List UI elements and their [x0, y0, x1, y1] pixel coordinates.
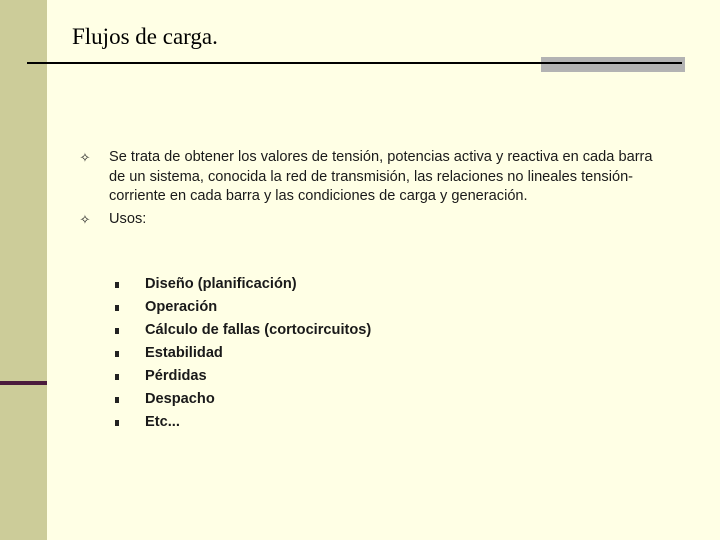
left-band-accent-line — [0, 381, 47, 385]
square-bullet-icon — [115, 397, 119, 403]
left-decorative-band — [0, 0, 47, 540]
square-bullet-icon — [115, 305, 119, 311]
uses-list-item — [113, 297, 371, 320]
main-bullet-text: Usos: — [109, 210, 147, 227]
uses-sub-list — [113, 274, 371, 435]
uses-list-item — [113, 389, 371, 412]
main-bullet-text: Se trata de obtener los valores de tensión, potencias activa y reactiva en cada barra de un sistema, conocida la red de transmisión, las relaciones no lineales tensión-corriente en cada barra y las condiciones de carga y generación. — [109, 149, 653, 204]
title-underline-rule-overlay — [541, 62, 682, 64]
square-bullet-icon — [115, 282, 119, 288]
uses-item-text: Estabilidad — [145, 345, 223, 361]
main-bullet-item — [78, 210, 668, 230]
uses-item-text: Diseño (planificación) — [145, 276, 297, 292]
uses-item-text: Operación — [145, 299, 218, 315]
uses-item-text: Pérdidas — [145, 368, 207, 384]
uses-list-item — [113, 343, 371, 366]
uses-list-item — [113, 412, 371, 435]
main-bullet-item — [78, 148, 668, 207]
diamond-star-bullet-icon: ✧ — [79, 150, 91, 165]
uses-list-item — [113, 366, 371, 389]
square-bullet-icon — [115, 328, 119, 334]
uses-item-text: Despacho — [145, 391, 215, 407]
slide-title: Flujos de carga. — [72, 24, 218, 49]
square-bullet-icon — [115, 420, 119, 426]
square-bullet-icon — [115, 374, 119, 380]
title-rule-gray-block — [541, 57, 685, 72]
square-bullet-icon — [115, 351, 119, 357]
uses-item-text: Cálculo de fallas (cortocircuitos) — [145, 322, 372, 338]
diamond-star-bullet-icon: ✧ — [79, 211, 91, 227]
main-bullet-list — [78, 148, 668, 232]
uses-item-text: Etc... — [145, 414, 180, 430]
uses-list-item — [113, 320, 371, 343]
uses-list-item — [113, 274, 371, 297]
